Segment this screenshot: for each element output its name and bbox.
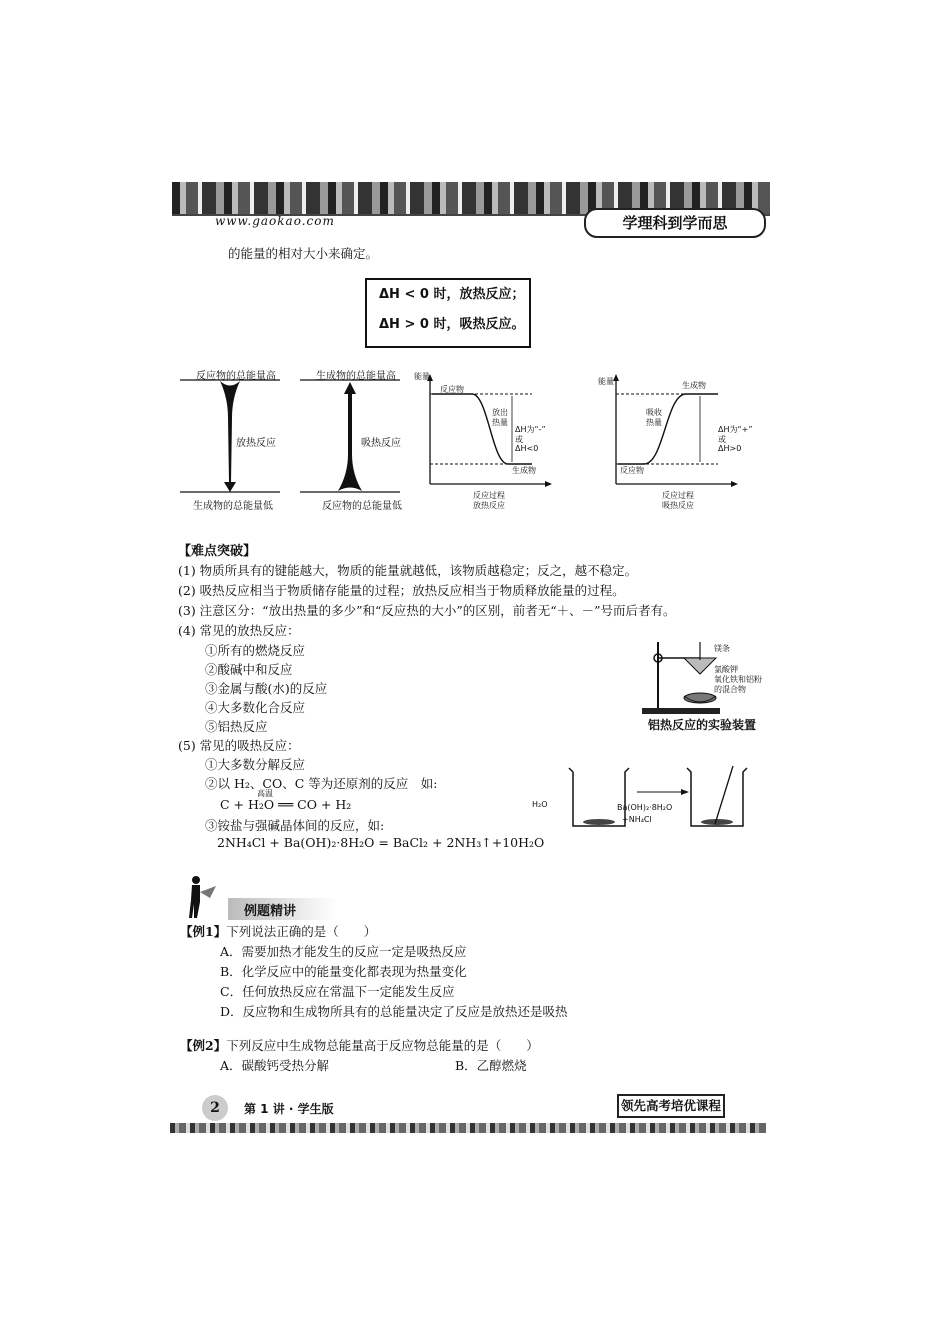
endo-graph-dh-3: ΔH>0	[718, 444, 742, 453]
thermite-apparatus-drawing	[634, 638, 724, 716]
rule-exothermic: ΔH < 0 时，放热反应；	[379, 287, 525, 302]
exo-list-item: ③金属与酸(水)的反应	[205, 681, 328, 696]
thermite-caption: 铝热反应的实验装置	[648, 718, 757, 732]
exo-list-item: ⑤铝热反应	[205, 719, 268, 734]
footer-lecture: 第 1 讲 · 学生版	[244, 1102, 334, 1116]
endo-list-item: ②以 H₂、CO、C 等为还原剂的反应 如:	[205, 776, 438, 791]
difficulty-point-5-title: (5) 常见的吸热反应：	[178, 738, 300, 753]
beaker-experiment-drawing	[565, 762, 755, 832]
thermite-label-mixture-2: 的混合物	[714, 685, 746, 694]
page-number: 2	[202, 1095, 228, 1121]
difficulty-point-2: (2) 吸热反应相当于物质储存能量的过程；放热反应相当于物质释放能量的过程。	[178, 583, 625, 598]
example-2-question	[180, 1036, 539, 1054]
endo-list-item: ③铵盐与强碱晶体间的反应，如:	[205, 818, 385, 833]
endo-graph-reactant: 反应物	[620, 466, 644, 475]
endo-graph-absorb-2: 热量	[646, 418, 662, 427]
example-1-question	[180, 922, 376, 940]
example-2-option: B．乙醇燃烧	[455, 1058, 527, 1073]
example-1-option: D．反应物和生成物所具有的总能量决定了反应是放热还是吸热	[220, 1004, 568, 1019]
person-icon	[180, 874, 220, 920]
endo-arrow-middle-label: 吸热反应	[361, 438, 401, 449]
exo-list-item: ①所有的燃烧反应	[205, 643, 306, 658]
endo-graph-y-axis: 能量	[598, 377, 614, 386]
exo-graph-dh-2: 或	[515, 435, 523, 444]
example-2-text: 下列反应中生成物总能量高于反应物总能量的是（ ）	[226, 1038, 539, 1053]
beaker-reagent-1: Ba(OH)₂·8H₂O	[617, 803, 673, 812]
endo-graph-product: 生成物	[682, 381, 706, 390]
endo-graph-absorb-1: 吸收	[646, 408, 662, 417]
exo-graph-reactant: 反应物	[440, 385, 464, 394]
exo-graph-dh-3: ΔH<0	[515, 444, 539, 453]
rule-endothermic: ΔH > 0 时，吸热反应。	[379, 317, 525, 332]
endo-arrow-bottom-label: 反应物的总能量低	[322, 501, 402, 512]
difficulty-point-3: (3) 注意区分：“放出热量的多少”和“反应热的大小”的区别，前者无“＋、－”号而后者有。	[178, 603, 676, 618]
endo-graph-caption: 吸热反应	[662, 501, 694, 510]
exo-list-item: ②酸碱中和反应	[205, 662, 293, 677]
example-1-option: A．需要加热才能发生的反应一定是吸热反应	[220, 944, 467, 959]
examples-banner: 例题精讲	[244, 904, 297, 919]
endo-list-item: ①大多数分解反应	[205, 757, 306, 772]
beaker-reagent-2: +NH₄Cl	[622, 815, 652, 824]
exo-graph-release-1: 放出	[492, 408, 508, 417]
exo-graph-caption: 放热反应	[473, 501, 505, 510]
header-url: www.gaokao.com	[215, 214, 335, 228]
example-1-option: B．化学反应中的能量变化都表现为热量变化	[220, 964, 467, 979]
thermite-label-magnesium: 镁条	[714, 644, 730, 653]
endo-graph-dh-2: 或	[718, 435, 726, 444]
exo-graph-product: 生成物	[512, 466, 536, 475]
footer-course: 领先高考培优课程	[617, 1094, 725, 1118]
difficulty-point-1: (1) 物质所具有的键能越大，物质的能量就越低，该物质越稳定；反之，越不稳定。	[178, 563, 638, 578]
equation1: C + H₂O ══ CO + H₂	[220, 797, 352, 812]
endo-graph-x-axis: 反应过程	[662, 491, 694, 500]
exo-graph-x-axis: 反应过程	[473, 491, 505, 500]
endo-graph-dh-1: ΔH为“+”	[718, 425, 753, 434]
equation1-condition: 高温	[257, 789, 273, 798]
exo-graph-y-axis: 能量	[414, 372, 430, 381]
example-1-text: 下列说法正确的是（ ）	[226, 924, 377, 939]
endo-arrow-top-label: 生成物的总能量高	[316, 371, 396, 382]
example-2-label: 【例2】	[180, 1038, 227, 1053]
exo-list-item: ④大多数化合反应	[205, 700, 306, 715]
thermite-label-kclo3: 氯酸钾	[714, 665, 738, 674]
intro-line: 的能量的相对大小来确定。	[228, 246, 379, 261]
exo-arrow-top-label: 反应物的总能量高	[196, 371, 276, 382]
beaker-water-label: H₂O	[532, 800, 548, 809]
exo-arrow-middle-label: 放热反应	[236, 438, 276, 449]
difficulty-title: 【难点突破】	[178, 544, 257, 559]
example-1-option: C．任何放热反应在常温下一定能发生反应	[220, 984, 455, 999]
exo-arrow-bottom-label: 生成物的总能量低	[193, 501, 273, 512]
exo-graph-dh-1: ΔH为“-”	[515, 425, 546, 434]
example-2-option: A．碳酸钙受热分解	[220, 1058, 330, 1073]
difficulty-point-4-title: (4) 常见的放热反应：	[178, 623, 300, 638]
footer-decoration-bar	[170, 1123, 766, 1133]
exo-graph-release-2: 热量	[492, 418, 508, 427]
thermite-label-mixture-1: 氧化铁和铝粉	[714, 675, 762, 684]
rule-box	[365, 278, 531, 348]
example-1-label: 【例1】	[180, 924, 227, 939]
equation2: 2NH₄Cl + Ba(OH)₂·8H₂O = BaCl₂ + 2NH₃↑+10H₂O	[217, 835, 545, 850]
header-badge: 学理科到学而思	[584, 208, 766, 238]
